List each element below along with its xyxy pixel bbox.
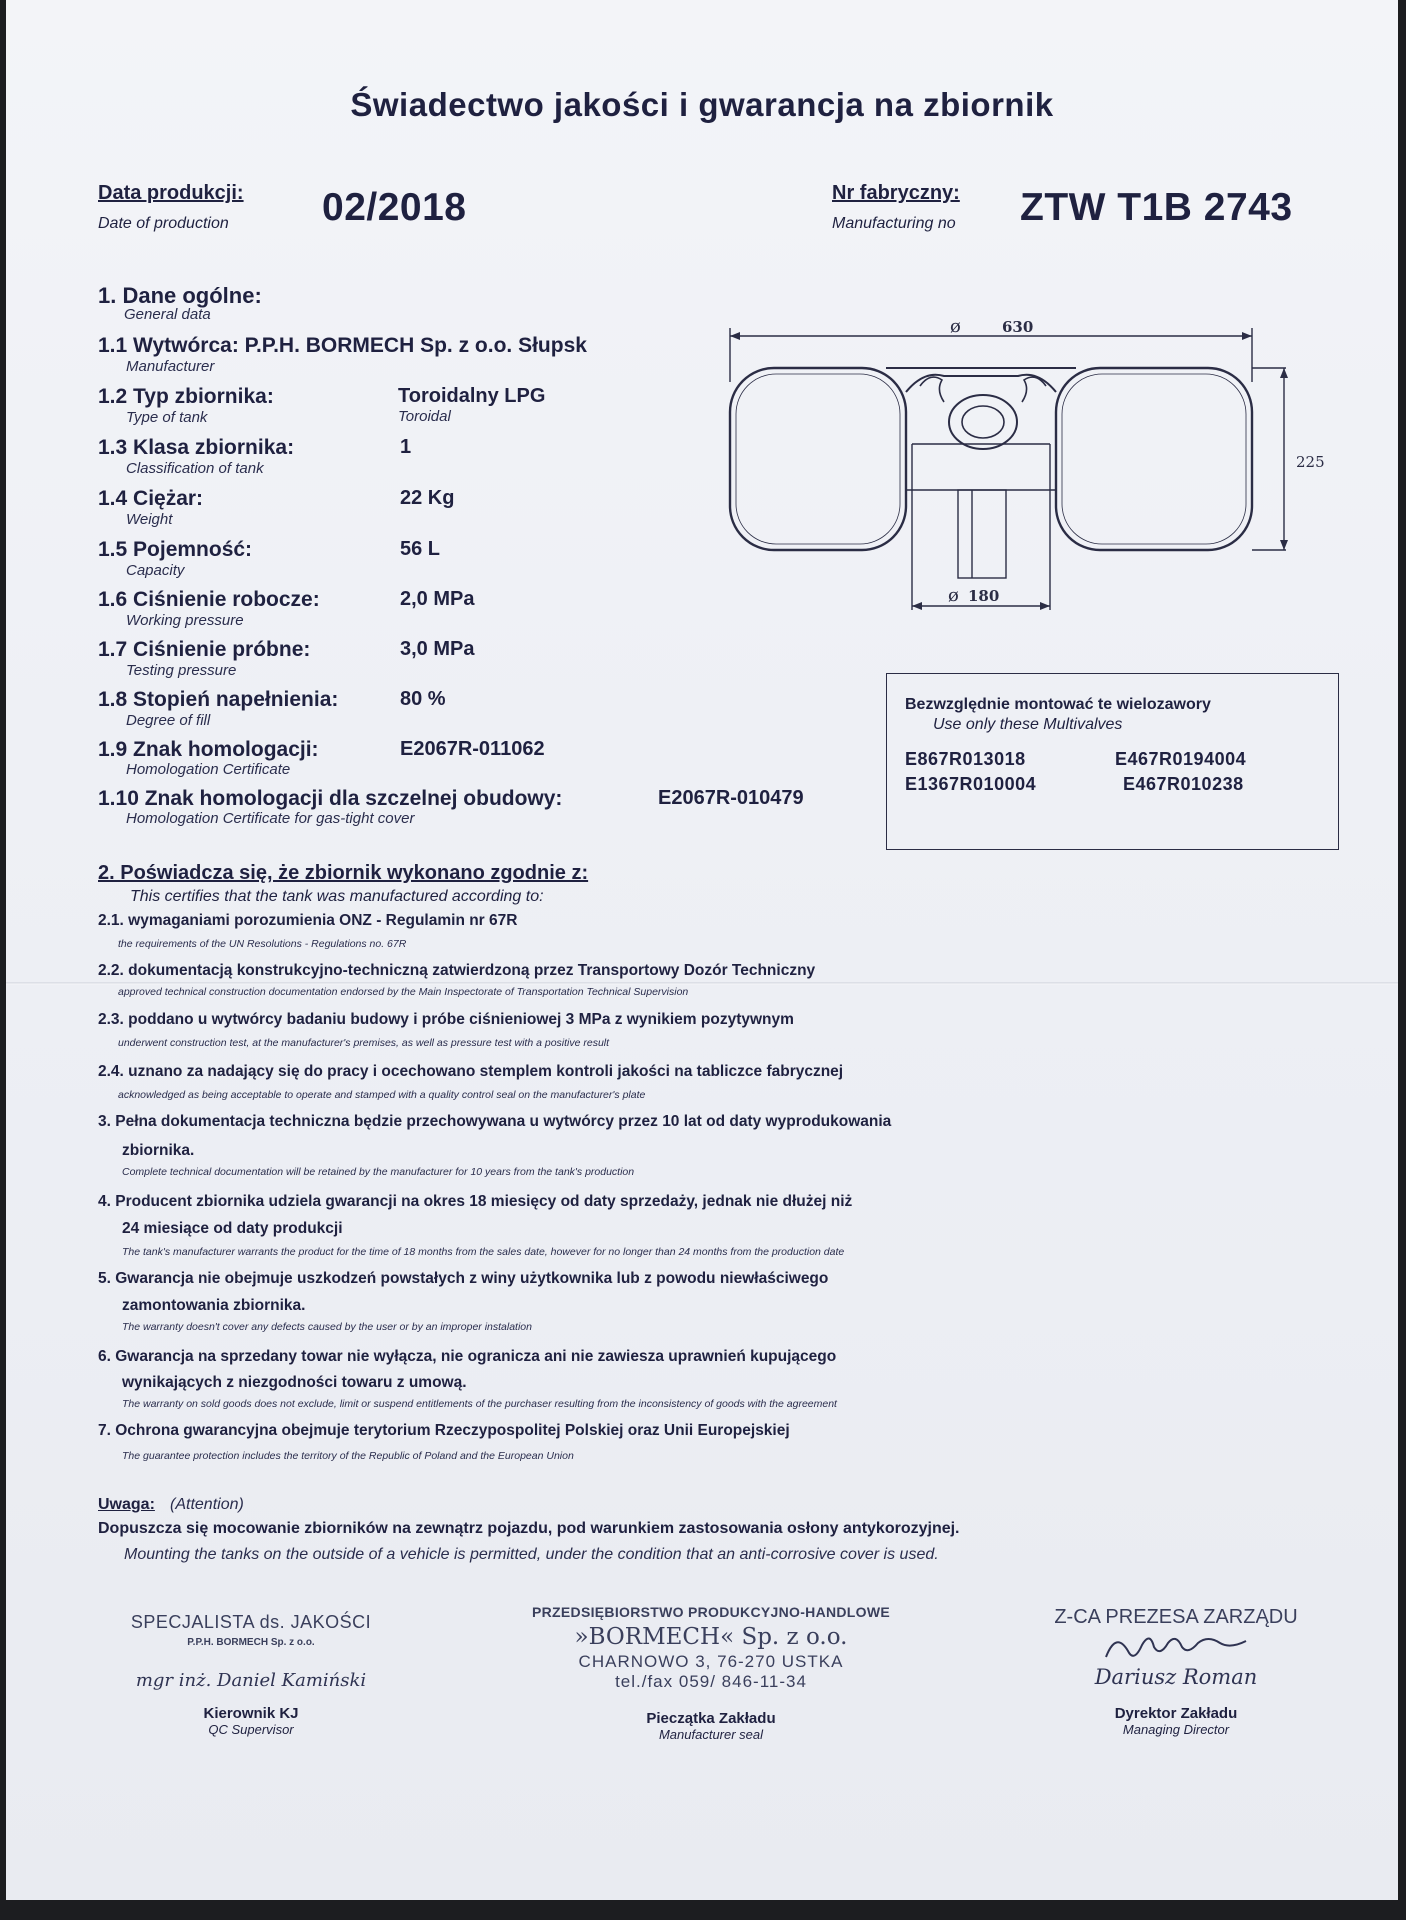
director-role: Dyrektor Zakładu [1114,1705,1238,1722]
spec-label-en: Working pressure [126,612,244,629]
spec-value: 1 [400,436,412,458]
seal-line-3: CHARNOWO 3, 76-270 USTKA [578,1652,844,1671]
spec-label-en: Capacity [126,562,185,579]
conformity-item-en: approved technical construction documentation endorsed by the Main Inspectorate of Transportation Technical Supervision [118,986,689,998]
spec-label: 1.8 Stopień napełnienia: [98,688,339,711]
outer-diameter-label: 630 [1002,318,1034,336]
production-date-label: Data produkcji: [98,182,244,204]
attention-label-en: (Attention) [170,1496,244,1513]
spec-value: 56 L [400,538,441,560]
tank-cross-section-drawing [706,310,1346,620]
seal-role-en: Manufacturer seal [658,1727,764,1742]
attention-text-en: Mounting the tanks on the outside of a vehicle is permitted, under the condition that an anti-corrosive cover is used. [124,1546,939,1563]
spec-label: 1.6 Ciśnienie robocze: [98,588,320,611]
clause-cont: zbiornika. [122,1142,195,1159]
tank-valve-socket [958,490,1006,578]
multivalve-box [886,673,1339,850]
spec-label: 1.4 Ciężar: [98,487,204,510]
qc-role: Kierownik KJ [203,1705,299,1722]
clause-cont: 24 miesiące od daty produkcji [122,1220,343,1237]
clause: 5. Gwarancja nie obejmuje uszkodzeń powstałych z winy użytkownika lub z powodu niewłaściwego [98,1270,829,1287]
spec-value-en: Toroidal [398,408,451,425]
conformity-item-en: the requirements of the UN Resolutions - Regulations no. 67R [118,938,407,950]
multivalve-title: Bezwzględnie montować te wielozawory [905,696,1211,713]
conformity-item: 2.4. uznano za nadający się do pracy i ocechowano stemplem kontroli jakości na tabliczce fabrycznej [98,1063,844,1080]
attention-text: Dopuszcza się mocowanie zbiorników na zewnątrz pojazdu, pod warunkiem zastosowania osłony antykorozyjnej. [98,1520,960,1537]
spec-value: E2067R-011062 [400,738,545,760]
general-data-header-en: General data [124,306,211,323]
certificate-sheet [6,0,1398,1900]
spec-value: 2,0 MPa [400,588,475,610]
seal-role: Pieczątka Zakładu [646,1710,776,1727]
clause-cont: zamontowania zbiornika. [122,1297,306,1314]
spec-value: 3,0 MPa [400,638,475,660]
spec-label-en: Manufacturer [126,358,215,375]
tank-right-chamber [1056,368,1252,550]
clause-en: Complete technical documentation will be retained by the manufacturer for 10 years from the tank's production [122,1166,635,1178]
production-date-value: 02/2018 [322,186,467,229]
director-name: Dariusz Roman [1094,1665,1258,1689]
spec-label-en: Homologation Certificate for gas-tight cover [126,810,415,827]
director-handwritten-signature [1076,1629,1276,1665]
conformity-header-en: This certifies that the tank was manufactured according to: [130,888,544,905]
spec-label: 1.7 Ciśnienie próbne: [98,638,311,661]
spec-label-en: Type of tank [126,409,208,426]
clause: 6. Gwarancja na sprzedany towar nie wyłącza, nie ogranicza ani nie zawiesza uprawnień kupującego [98,1348,837,1365]
conformity-item: 2.3. poddano u wytwórcy badaniu budowy i próbe ciśnieniowej 3 MPa z wynikiem pozytywnym [98,1011,794,1028]
spec-label: 1.5 Pojemność: [98,538,253,561]
seal-line-4: tel./fax 059/ 846-11-34 [615,1672,807,1691]
general-data-header: 1. Dane ogólne: [98,283,262,308]
clause: 4. Producent zbiornika udziela gwarancji na okres 18 miesięcy od daty sprzedaży, jednak nie dłużej niż [98,1193,853,1210]
clause: 3. Pełna dokumentacja techniczna będzie przechowywana u wytwórcy przez 10 lat od daty wyprodukowania [98,1113,892,1130]
attention-label: Uwaga: [98,1496,155,1513]
director-signature-block [1026,1606,1326,1737]
multivalve-code: E867R013018 [905,749,1026,769]
seal-line-2: »BORMECH« Sp. z o.o. [574,1624,848,1650]
document-title: Świadectwo jakości i gwarancja na zbiornik [350,86,1054,123]
director-stamp-title: Z-CA PREZESA ZARZĄDU [1054,1606,1298,1628]
qc-signature-block [86,1612,416,1737]
spec-value: 80 % [400,688,446,710]
tank-left-chamber [730,368,906,550]
spec-label: 1.10 Znak homologacji dla szczelnej obudowy: [98,787,563,810]
conformity-header: 2. Poświadcza się, że zbiornik wykonano zgodnie z: [98,862,589,884]
spec-label: 1.9 Znak homologacji: [98,738,319,761]
multivalve-title-en: Use only these Multivalves [933,716,1123,733]
multivalve-code: E467R0194004 [1115,749,1247,769]
qc-stamp-title: SPECJALISTA ds. JAKOŚCI [130,1612,372,1632]
clause: 7. Ochrona gwarancyjna obejmuje terytorium Rzeczypospolitej Polskiej oraz Unii Europejskiej [98,1422,790,1439]
conformity-item-en: acknowledged as being acceptable to operate and stamped with a quality control seal on the manufacturer's plate [118,1089,646,1101]
qc-stamp-company: P.P.H. BORMECH Sp. z o.o. [187,1637,315,1648]
production-date-label-en: Date of production [98,215,229,232]
spec-value: 22 Kg [400,487,455,509]
conformity-item-en: underwent construction test, at the manufacturer's premises, as well as pressure test with a positive result [118,1037,610,1049]
qc-name: mgr inż. Daniel Kamiński [135,1670,367,1691]
paper-fold [6,982,1398,985]
director-role-en: Managing Director [1122,1722,1230,1737]
manufacturing-no-value: ZTW T1B 2743 [1020,186,1293,229]
spec-label-en: Homologation Certificate [126,761,291,778]
inner-diameter-label: 180 [968,587,1000,605]
spec-label: 1.3 Klasa zbiornika: [98,436,295,459]
spec-value: E2067R-010479 [658,787,804,809]
spec-label-en: Testing pressure [126,662,237,679]
spec-value: Toroidalny LPG [398,385,546,407]
qc-role-en: QC Supervisor [208,1722,294,1737]
spec-label: 1.1 Wytwórca: P.P.H. BORMECH Sp. z o.o. Słupsk [98,334,587,357]
height-label: 225 [1296,453,1325,471]
conformity-item: 2.2. dokumentacją konstrukcyjno-techniczną zatwierdzoną przez Transportowy Dozór Techniczny [98,962,816,979]
spec-label-en: Classification of tank [126,460,264,477]
diameter-symbol: ø [950,316,961,337]
clause-en: The guarantee protection includes the territory of the Republic of Poland and the European Union [122,1450,574,1462]
spec-label-en: Weight [126,511,173,528]
tank-centre-port [949,395,1017,449]
conformity-item: 2.1. wymaganiami porozumienia ONZ - Regulamin nr 67R [98,912,518,929]
clause-cont: wynikających z niezgodności towaru z umową. [122,1374,467,1391]
manufacturer-seal-block [526,1604,896,1742]
clause-en: The warranty on sold goods does not exclude, limit or suspend entitlements of the purchaser resulting from the inconsistency of goods with the agreement [122,1398,837,1410]
diameter-symbol: ø [948,585,959,606]
seal-line-1: PRZEDSIĘBIORSTWO PRODUKCYJNO-HANDLOWE [532,1604,890,1620]
clause-en: The warranty doesn't cover any defects caused by the user or by an improper instalation [122,1321,532,1333]
clause-en: The tank's manufacturer warrants the product for the time of 18 months from the sales date, however for no longer than 24 months from the production date [122,1246,845,1258]
spec-label: 1.2 Typ zbiornika: [98,385,274,408]
multivalve-code: E467R010238 [1123,774,1244,794]
spec-label-en: Degree of fill [126,712,211,729]
manufacturing-no-label-en: Manufacturing no [832,215,956,232]
manufacturing-no-label: Nr fabryczny: [832,182,960,204]
multivalve-code: E1367R010004 [905,774,1037,794]
